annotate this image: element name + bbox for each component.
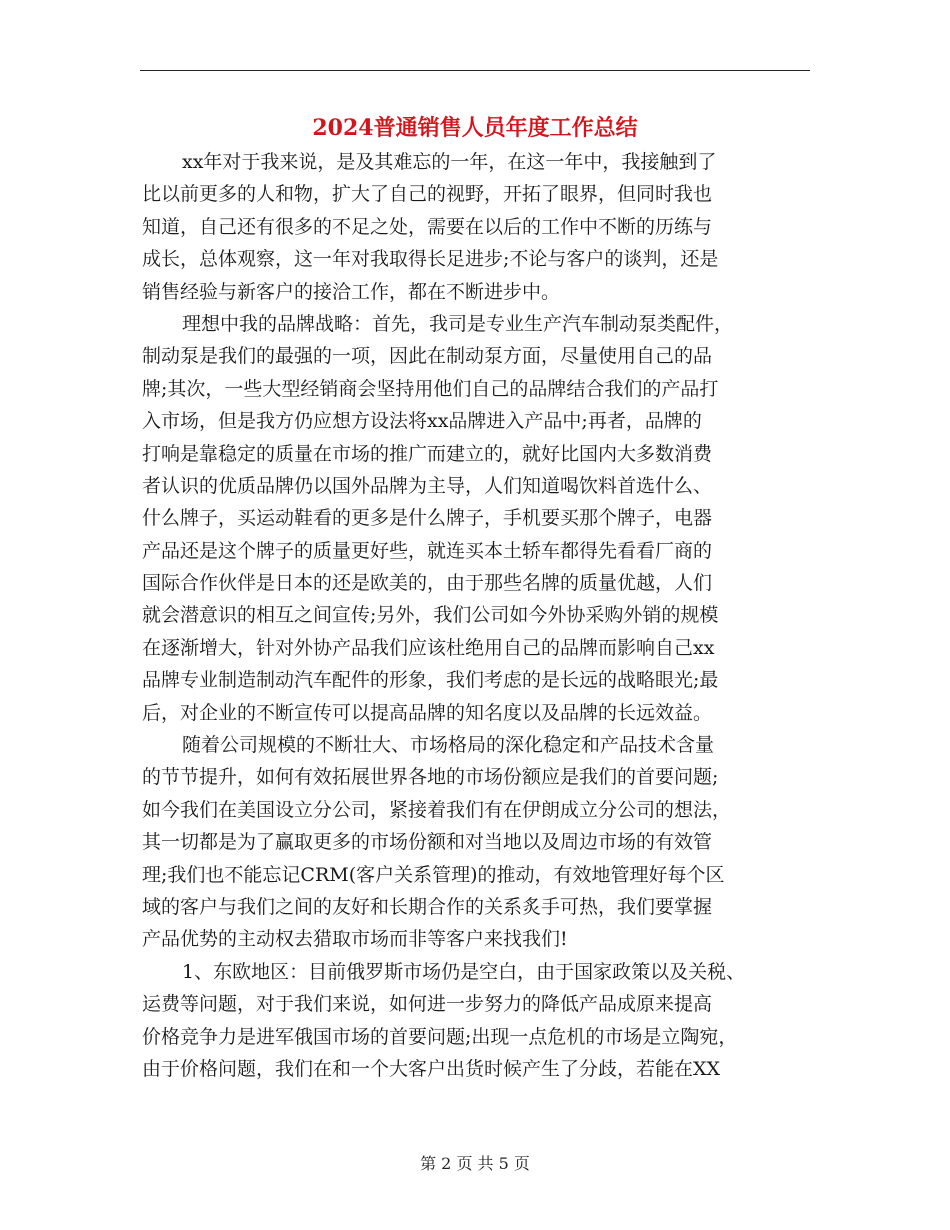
body-line: 制动泵是我们的最强的一项，因此在制动泵方面，尽量使用自己的品 bbox=[142, 345, 713, 368]
body-line: 牌;其次，一些大型经销商会坚持用他们自己的品牌结合我们的产品打 bbox=[142, 377, 719, 400]
body-line: 销售经验与新客户的接洽工作，都在不断进步中。 bbox=[142, 280, 561, 303]
body-line: xx年对于我来说，是及其难忘的一年，在这一年中，我接触到了 bbox=[182, 151, 717, 173]
body-line: 其一切都是为了赢取更多的市场份额和对当地以及周边市场的有效管 bbox=[142, 831, 713, 854]
body-line: 打响是靠稳定的质量在市场的推广而建立的，就好比国内大多数消费 bbox=[142, 442, 713, 465]
body-line: 理想中我的品牌战略：首先，我司是专业生产汽车制动泵类配件， bbox=[182, 312, 734, 335]
body-line: 价格竞争力是进军俄国市场的首要问题;出现一点危机的市场是立陶宛， bbox=[142, 1025, 738, 1048]
body-line: 在逐渐增大，针对外协产品我们应该杜绝用自己的品牌而影响自己xx bbox=[142, 636, 715, 659]
body-line: 理;我们也不能忘记CRM(客户关系管理)的推动，有效地管理好每个区 bbox=[142, 863, 725, 886]
body-line: 比以前更多的人和物，扩大了自己的视野，开拓了眼界，但同时我也 bbox=[142, 183, 713, 206]
body-line: 1、东欧地区：目前俄罗斯市场仍是空白，由于国家政策以及关税、 bbox=[182, 960, 746, 983]
body-line: 者认识的优质品牌仍以国外品牌为主导，人们知道喝饮料首选什么、 bbox=[142, 474, 713, 497]
body-line: 域的客户与我们之间的友好和长期合作的关系炙手可热，我们要掌握 bbox=[142, 895, 713, 918]
body-line: 运费等问题，对于我们来说，如何进一步努力的降低产品成原来提高 bbox=[142, 993, 713, 1016]
body-line: 产品还是这个牌子的质量更好些，就连买本土轿车都得先看看厂商的 bbox=[142, 539, 713, 562]
document-title: 2024普通销售人员年度工作总结 bbox=[312, 115, 638, 141]
body-line: 如今我们在美国设立分公司，紧接着我们有在伊朗成立分公司的想法， bbox=[142, 798, 732, 821]
body-line: 知道，自己还有很多的不足之处，需要在以后的工作中不断的历练与 bbox=[142, 215, 713, 238]
body-line: 就会潜意识的相互之间宣传;另外，我们公司如今外协采购外销的规模 bbox=[142, 604, 719, 627]
body-line: 随着公司规模的不断壮大、市场格局的深化稳定和产品技术含量 bbox=[182, 734, 715, 757]
body-line: 什么牌子，买运动鞋看的更多是什么牌子，手机要买那个牌子，电器 bbox=[142, 507, 713, 530]
body-line: 由于价格问题，我们在和一个大客户出货时候产生了分歧，若能在XX bbox=[142, 1057, 721, 1080]
page-number-footer: 第 2 页 共 5 页 bbox=[420, 1154, 530, 1173]
body-line: 产品优势的主动权去猎取市场而非等客户来找我们! bbox=[142, 928, 568, 951]
body-line: 品牌专业制造制动汽车配件的形象，我们考虑的是长远的战略眼光;最 bbox=[142, 669, 719, 692]
body-line: 成长，总体观察，这一年对我取得长足进步;不论与客户的谈判，还是 bbox=[142, 248, 719, 271]
body-line: 国际合作伙伴是日本的还是欧美的，由于那些名牌的质量优越，人们 bbox=[142, 572, 713, 595]
header-rule bbox=[140, 70, 810, 71]
body-line: 后，对企业的不断宣传可以提高品牌的知名度以及品牌的长远效益。 bbox=[142, 701, 713, 724]
document-body bbox=[142, 146, 822, 1085]
body-line: 入市场，但是我方仍应想方设法将xx品牌进入产品中;再者，品牌的 bbox=[142, 410, 702, 433]
body-line: 的节节提升，如何有效拓展世界各地的市场份额应是我们的首要问题; bbox=[142, 766, 719, 789]
